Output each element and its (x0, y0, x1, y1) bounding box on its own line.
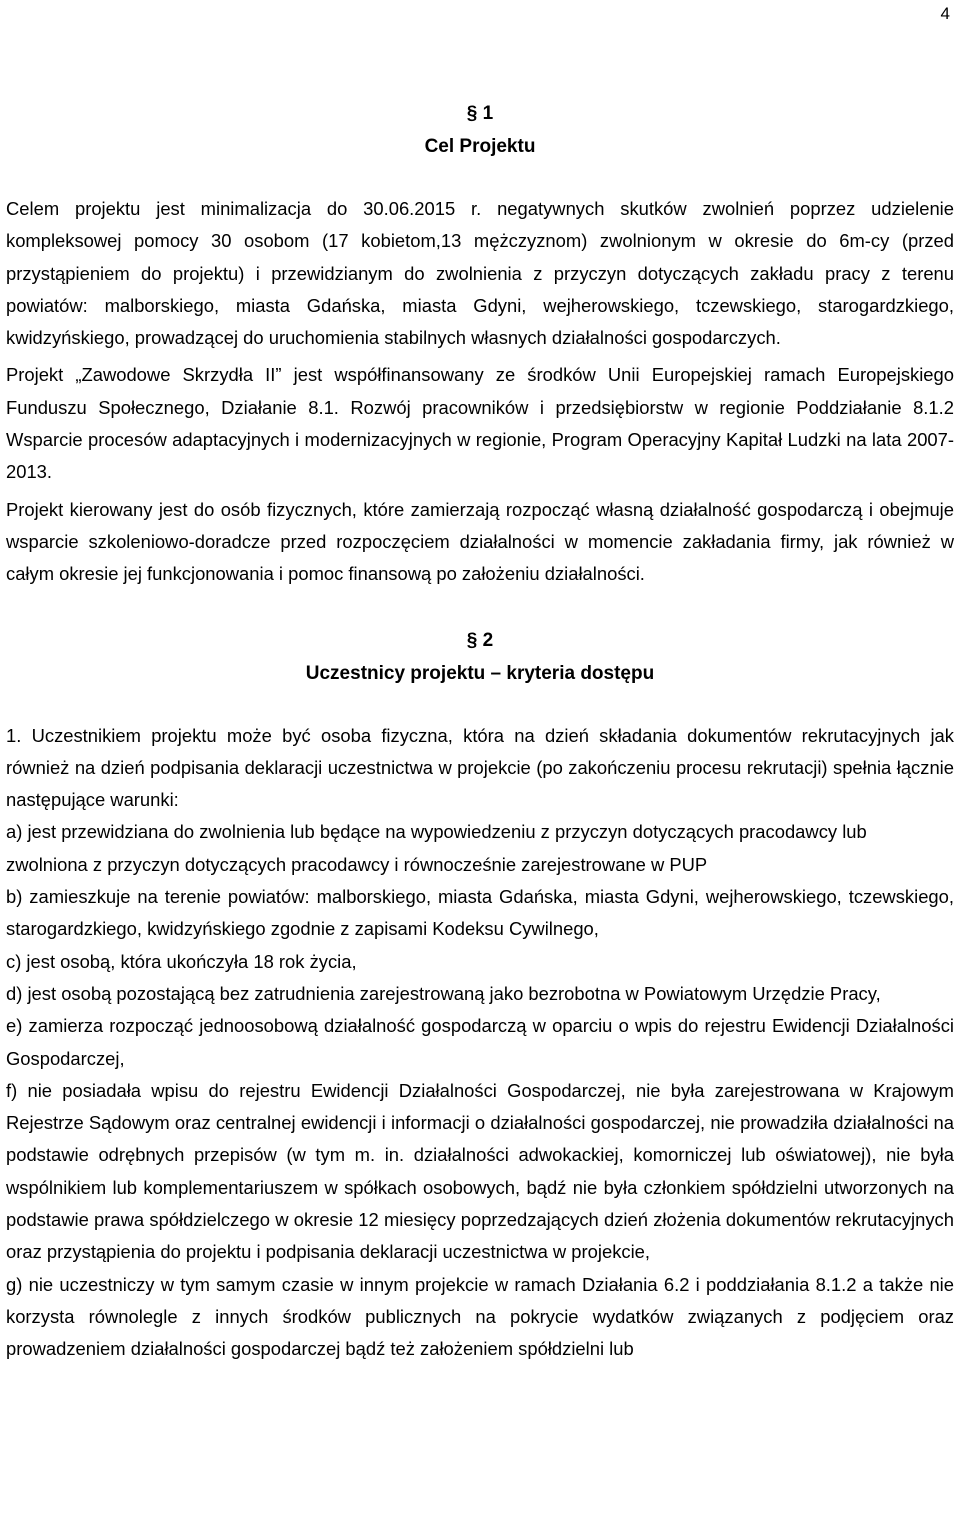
section-1-title: Cel Projektu (424, 136, 536, 157)
section-1-sign: § 1 (466, 103, 494, 124)
section-2-title: Uczestnicy projektu – kryteria dostępu (305, 662, 655, 684)
section-1-paragraph: Celem projektu jest minimalizacja do 30.06.2015 r. negatywnych skutków zwolnień poprzez udzielenie kompleksowej pomocy 30 osobom (17 kobietom,13 mężczyznom) zwolnionym w okresie do 6m-cy (przed przystąpieniem do projektu) i przewidzianym do zwolnienia z przyczyn dotyczących zakładu pracy z terenu powiatów: malborskiego, miasta Gdańska, miasta Gdyni, wejherowskiego, tczewskiego, starogardzkiego, kwidzyńskiego, prowadzącej do uruchomienia stabilnych własnych działalności gospodarczych. (6, 198, 954, 349)
criteria-item: e) zamierza rozpocząć jednoosobową działalność gospodarczą w oparciu o wpis do rejestru Ewidencji Działalności Gospodarczej, (6, 1015, 954, 1069)
page-number: 4 (940, 4, 950, 23)
criteria-item: g) nie uczestniczy w tym samym czasie w innym projekcie w ramach Działania 6.2 i poddziałania 8.1.2 a także nie korzysta równolegle z innych środków publicznych na pokrycie wydatków związanych z podjęciem oraz prowadzeniem działalności gospodarczej bądź też założeniem spółdzielni lub (6, 1273, 954, 1360)
section-1-paragraph: Projekt „Zawodowe Skrzydła II” jest współfinansowany ze środków Unii Europejskiej ramach Europejskiego Funduszu Społecznego, Działanie 8.1. Rozwój pracowników i przedsiębiorstw w regionie Poddziałanie 8.1.2 Wsparcie procesów adaptacyjnych i modernizacyjnych w regionie, Program Operacyjny Kapitał Ludzki na lata 2007-2013. (6, 364, 954, 483)
criteria-item: zwolniona z przyczyn dotyczących pracodawcy i równocześnie zarejestrowane w PUP (6, 853, 708, 875)
section-2-sign: § 2 (466, 629, 494, 651)
section-1-paragraph: Projekt kierowany jest do osób fizycznych, które zamierzają rozpocząć własną działalność gospodarczą i obejmuje wsparcie szkoleniowo-doradcze przed rozpoczęciem działalności w momencie zakładania firmy, jak również w całym okresie jej funkcjonowania i pomoc finansową po założeniu działalności. (6, 498, 954, 585)
criteria-item: f) nie posiadała wpisu do rejestru Ewidencji Działalności Gospodarczej, nie była zarejestrowana w Krajowym Rejestrze Sądowym oraz centralnej ewidencji i informacji o działalności gospodarczej, nie prowadziła działalności na podstawie odrębnych przepisów (w tym m. in. działalności adwokackiej, komorniczej lub oświatowej), nie była wspólnikiem lub komplementariuszem w spółkach osobowych, bądź nie była członkiem spółdzielni utworzonych na podstawie prawa spółdzielczego w okresie 12 miesięcy poprzedzających dzień złożenia dokumentów rekrutacyjnych oraz przystąpienia do projektu i podpisania deklaracji uczestnictwa w projekcie, (6, 1079, 954, 1263)
criteria-item: d) jest osobą pozostającą bez zatrudnienia zarejestrowaną jako bezrobotna w Powiatowym Urzędzie Pracy, (6, 982, 881, 1004)
section-2-heading (6, 624, 954, 690)
criteria-item: a) jest przewidziana do zwolnienia lub będące na wypowiedzeniu z przyczyn dotyczących pracodawcy lub (6, 821, 867, 843)
document-body (6, 0, 954, 1366)
section-2-intro: 1. Uczestnikiem projektu może być osoba fizyczna, która na dzień składania dokumentów rekrutacyjnych jak również na dzień podpisania deklaracji uczestnictwa w projekcie (po zakończeniu procesu rekrutacji) spełnia łącznie następujące warunki: (6, 724, 954, 811)
criteria-item: b) zamieszkuje na terenie powiatów: malborskiego, miasta Gdańska, miasta Gdyni, wejherowskiego, tczewskiego, starogardzkiego, kwidzyńskiego zgodnie z zapisami Kodeksu Cywilnego, (6, 886, 954, 940)
section-1-heading (6, 97, 954, 163)
criteria-item: c) jest osobą, która ukończyła 18 rok życia, (6, 950, 357, 972)
